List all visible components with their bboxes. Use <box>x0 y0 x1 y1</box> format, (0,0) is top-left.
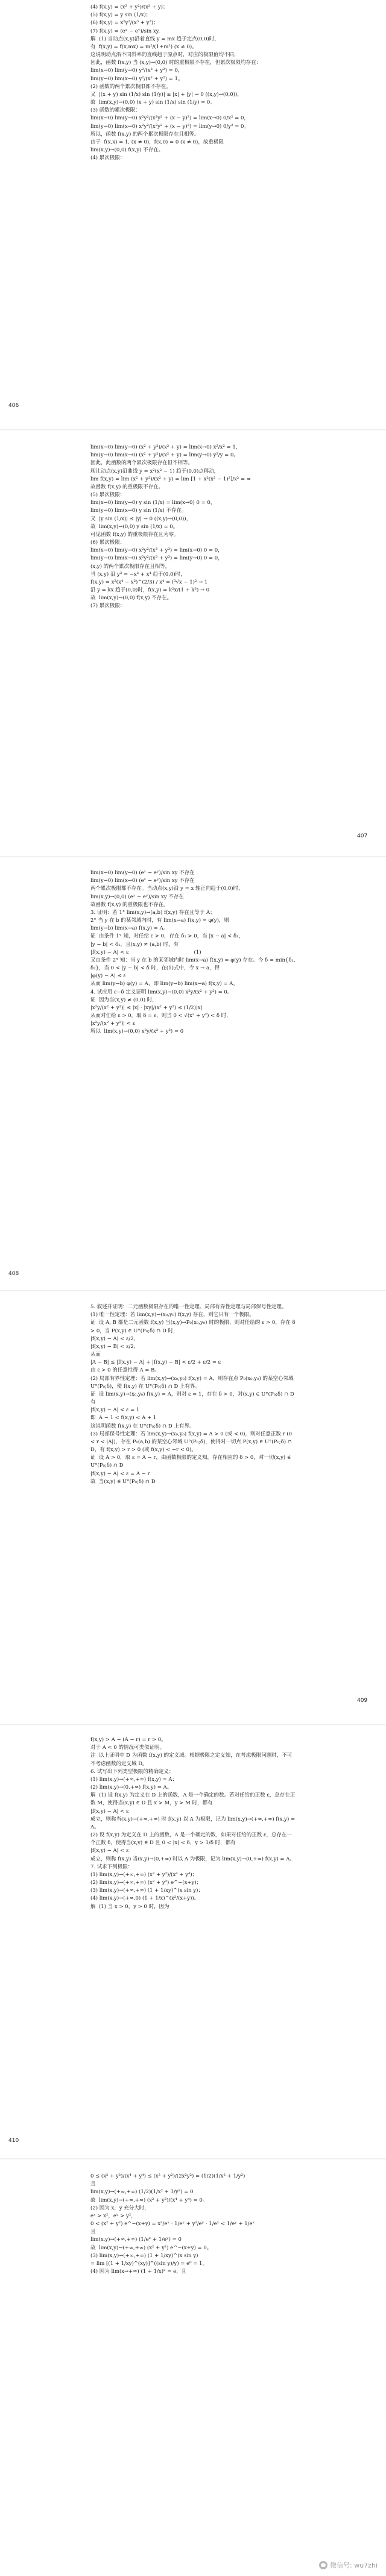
page-text: f(x,y) > A − (A − r) = r > 0。 对于 A < 0 的情况可类似证明。 注 以上证明中 D 为函数 f(x,y) 的定义域。根据极限之定义知，在考虑极限问题时，不可不考虑函数的定义域 D。 6. 试写出下列类型极限的精确定义： (1) lim(x,y)→(+∞,+∞) f(x,y) = A； (2) lim(x,y)→(0,+∞) f(x,y) = A。 解 (1) 设 f(x,y) 为定义在 D 上的函数，A 是一个确定的数。若对任给的正数 ε，总存在正数 M，使得当(x,y) ∈ D 且 x > M，y > M 时，都有 |f(x,y) − A| < ε 成立，则称当(x,y)→(+∞,+∞) 时 f(x,y) 以 A 为极限，记为 lim(x,y)→(+∞,+∞) f(x,y) = A。 (2) 设 f(x,y) 为定义在 D 上的函数，A 是一个确定的数，如果对任给的正数 ε，总存在一个正数 δ，使得当(x,y) ∈ D 且 0 < |x| < δ，y > 1/δ 时，都有 |f(x,y) − A| < ε 成立，则称 f(x,y) 当(x,y)→(0,+∞) 时以 A 为极限，记为 lim(x,y)→(0,+∞) f(x,y) = A。 7. 试求下列极限： (1) lim(x,y)→(+∞,+∞) (x² + y²)/(x⁴ + y⁴)； (2) lim(x,y)→(+∞,+∞) (x² + y²) e^−(x+y)； (3) lim(x,y)→(+∞,+∞) (1 + 1/xy)^(x sin y)； (4) lim(x,y)→(+∞,0) (1 + 1/x)^(x²/(x+y))。 解 (1) 当 x > 0，y > 0 时，因为 <box>90 1737 296 1910</box>
page-divider <box>0 429 386 430</box>
page-divider <box>0 1724 386 1725</box>
page-text: (4) f(x,y) = (x² + y²)/(x² + y)； (5) f(x,y) = y sin (1/x)； (6) f(x,y) = x²y²/(x³ + y³)； (7) f(x,y) = (eˣ − eʸ)/sin xy. 解 (1) 当动点(x,y)沿着直线 y = mx 趋于定点(0,0)时， 有 f(x,y) = f(x,mx) = m²/(1+m²) (x ≠ 0)。 这说明动点沿不同斜率的直线趋于原点时，对应的极限值均不同， 因此，函数 f(x,y) 当 (x,y)→(0,0) 时的重极限不存在，但累次极限均存在： lim(x→0) lim(y→0) y²/(x² + y²) = 0， lim(y→0) lim(x→0) y²/(x² + y²) = 1。 (2) 函数的两个累次极限都不存在。 又 |(x + y) sin (1/x) sin (1/y)| ≤ |x| + |y| → 0 ((x,y)→(0,0))， 故 lim(x,y)→(0,0) (x + y) sin (1/x) sin (1/y) = 0。 (3) 函数的累次极限： lim(x→0) lim(y→0) x²y²/(x²y² + (x − y)²) = lim(x→0) 0/x² = 0， lim(y→0) lim(x→0) x²y²/(x²y² + (x − y)²) = lim(y→0) 0/y² = 0。 所以，函数 f(x,y) 的两个累次极限存在且相等。 由于 f(x,x) = 1, (x ≠ 0)，f(x,0) = 0 (x ≠ 0)，故重极限 lim(x,y)→(0,0) f(x,y) 不存在。 (4) 累次极限： <box>90 4 262 162</box>
page-divider <box>0 2158 386 2159</box>
page-text: 0 ≤ (x² + y²)/(x⁴ + y⁴) ≤ (x² + y²)/(2x²y²) = (1/2)(1/x² + 1/y²) 且 lim(x,y)→(+∞,+∞) (1/2)(1/x² + 1/y²) = 0 故 lim(x,y)→(+∞,+∞) (x² + y²)/(x⁴ + y⁴) = 0。 (2) 因为 x，y 充分大时， eˣ > x²，eʸ > y²， 0 < (x² + y²) e^−(x+y) = x²/eˣ · 1/eʸ + y²/eʸ · 1/eˣ < 1/eʸ + 1/eˣ 且 lim(x,y)→(+∞,+∞) (1/eˣ + 1/eʸ) = 0 故 lim(x,y)→(+∞,+∞) (x² + y²) e^−(x+y) = 0。 (3) lim(x,y)→(+∞,+∞) (1 + 1/xy)^(x sin y) = lim [(1 + 1/xy)^(xy)]^((sin y)/y) = e⁰ = 1。 (4) 因为 lim(x→+∞) (1 + 1/x)ˣ = e，且 <box>90 2173 255 2275</box>
wechat-icon <box>319 2561 327 2569</box>
page-411 <box>0 2164 386 2576</box>
watermark-text: 微信号: wu7zhi <box>330 2562 378 2569</box>
page-divider <box>0 1290 386 1291</box>
page-406 <box>0 0 386 422</box>
page-number: 407 <box>357 833 368 839</box>
page-409 <box>0 1296 386 1718</box>
page-408 <box>0 862 386 1284</box>
page-number: 408 <box>8 1271 19 1277</box>
watermark <box>319 2560 378 2570</box>
page-number: 406 <box>8 403 19 409</box>
page-number: 409 <box>357 1698 368 1704</box>
page-divider <box>0 856 386 857</box>
page-text: lim(x→0) lim(y→0) (eˣ − eʸ)/sin xy 不存在 lim(y→0) lim(x→0) (eˣ − eʸ)/sin xy 不存在 两个累次极限都不存在。当动点(x,y)沿 y = x 轴正向趋于(0,0)时， lim(x,y)→(0,0) (eˣ − eʸ)/sin xy 不存在 故函数 f(x,y) 的重极限也不存在。 3. 证明：若 1° lim(x,y)→(a,b) f(x,y) 存在且等于 A； 2° 当 y 在 b 的某邻域内时，有 lim(x→a) f(x,y) = φ(y)，则 lim(y→b) lim(x→a) f(x,y) = A。 证 由条件 1° 知，对任给 ε > 0，存在 δ₁ > 0，当 |x − a| < δ₁， |y − b| < δ₁，且(x,y) ≠ (a,b) 时，有 |f(x,y) − A| < ε (1) 又由条件 2° 知：当 y 在 b 的某邻域内时 lim(x→a) f(x,y) = φ(y) 存在。今 δ = min{δ₁, δ₂}，当 0 < |y − b| < δ 时，在(1)式中，令 x → a，得 |φ(y) − A| ≤ ε 从而 lim(y→b) φ(y) = A，即 lim(y→b) lim(x→a) f(x,y) = A。 4. 试应用 ε−δ 定义证明 lim(x,y)→(0,0) x²y/(x² + y²) = 0。 证 因为当(x,y) ≠ (0,0) 时， |x²y/(x² + y²)| ≤ |x| · |xy|/(x² + y²) ≤ (1/2)|x| 从而对任给 ε > 0，取 δ = ε，则当 0 < √(x² + y²) < δ 时， |x²y/(x² + y²)| < ε 所以 lim(x,y)→(0,0) x²y/(x² + y²) = 0 <box>90 870 296 1035</box>
page-number: 410 <box>8 2138 19 2144</box>
page-410 <box>0 1730 386 2152</box>
page-text: 5. 叙述并证明：二元函数极限存在的唯一性定理、局部有界性定理与局部保号性定理。 (1) 唯一性定理：若 lim(x,y)→(x₀,y₀) f(x,y) 存在，则它只有一个极限。 证 设 A, B 都是二元函数 f(x,y) 当(x,y)→P₀(x₀,y₀) 时的极限，则对任给的 ε > 0，存在 δ > 0，当 P(x,y) ∈ U°(P₀;δ) ∩ D 时， |f(x,y) − A| < ε/2， |f(x,y) − B| < ε/2， 从而 |A − B| ≤ |f(x,y) − A| + |f(x,y) − B| < ε/2 + ε/2 = ε 由 ε > 0 的任意性得 A = B。 (2) 局部有界性定理：若 lim(x,y)→(x₀,y₀) f(x,y) = A，则存在点 P₀(x₀,y₀) 的某空心邻域 U°(P₀;δ)，使 f(x,y) 在 U°(P₀;δ) ∩ D 上有界。 证 设 lim(x,y)→(x₀,y₀) f(x,y) = A，则对 ε = 1，存在 δ > 0，对(x,y) ∈ U°(P₀;δ) ∩ D 有 |f(x,y) − A| < ε = 1 即 A − 1 < f(x,y) < A + 1 这说明函数 f(x,y) 在 U°(P₀;δ) ∩ D 上有界。 (3) 局部保号性定理：若 lim(x,y)→(x₀,y₀) f(x,y) = A > 0 (或 < 0)，则对任意正数 r (0 < r < |A|)，存在 P₀(a,b) 的某空心邻域 U°(P₀;δ)，使得对一切点 P(x,y) ∈ U°(P₀;δ) ∩ D，有 f(x,y) > r > 0 (或 f(x,y) < −r < 0)。 证 设 A > 0，取 ε = A − r，由函数极限的定义知，存在相应的 δ > 0，对一切(x,y) ∈ U°(P₀;δ) ∩ D |f(x,y) − A| < ε = A − r 故 当(x,y) ∈ U°(P₀;δ) ∩ D <box>90 1304 296 1485</box>
page-text: lim(x→0) lim(y→0) (x² + y²)/(x² + y) = lim(x→0) x²/x² = 1， lim(y→0) lim(x→0) (x² + y²)/(x² + y) = lim(y→0) y²/y = 0。 因此，此函数的两个累次极限存在但不相等。 现让动点(x,y)沿曲线 y = x²(x² − 1) 趋于(0,0)点移动， lim f(x,y) = lim (x² + y²)/(x² + y) = lim [1 + x²(x² − 1)²]/x² = ∞ 故函数 f(x,y) 的重极限不存在。 (5) 累次极限： lim(x→0) lim(y→0) y sin (1/x) = lim(x→0) 0 = 0， lim(y→0) lim(x→0) y sin (1/x) 不存在。 又 |y sin (1/x)| ≤ |y| → 0 ((x,y)→(0,0))， 故 lim(x,y)→(0,0) y sin (1/x) = 0。 可见函数 f(x,y) 的重极限存在且为零。 (6) 累次极限： lim(x→0) lim(y→0) x²y²/(x³ + y³) = lim(x→0) 0 = 0， lim(y→0) lim(x→0) x²y²/(x³ + y³) = lim(y→0) 0 = 0， (x,y) 的两个累次极限存在且相等。 当 (x,y) 沿 y³ = −x³ + x⁴ 趋于(0,0)时， f(x,y) = x²(x⁴ − x³)^(2/3) / x⁴ = (³√x − 1)² → 1 沿 y = kx 趋于(0,0)时，f(x,y) = k²x/(1 + k³) → 0 故 lim(x,y)→(0,0) f(x,y) 不存在。 (7) 累次极限： <box>90 444 251 609</box>
page-407 <box>0 434 386 850</box>
